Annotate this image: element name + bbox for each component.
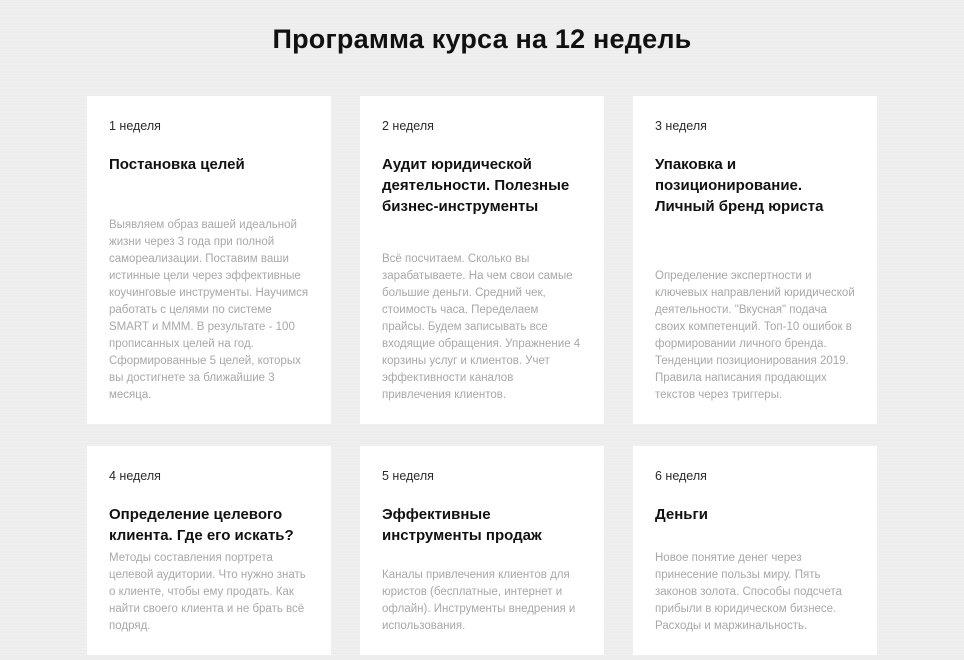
week-heading: Аудит юридической деятельности. Полезные бизнес-инструменты bbox=[382, 156, 570, 215]
week-description: Методы составления портрета целевой аудитории. Что нужно знать о клиенте, чтобы ему продать. Как найти своего клиента и не брать всё подряд. bbox=[109, 552, 306, 632]
week-cards-grid bbox=[87, 96, 877, 655]
week-label: 2 неделя bbox=[382, 119, 434, 133]
week-label: 1 неделя bbox=[109, 119, 161, 133]
week-card[interactable] bbox=[360, 96, 604, 424]
week-description: Новое понятие денег через принесение пользы миру. Пять законов золота. Способы подсчета прибыли в юридическом бизнесе. Расходы и маржинальность. bbox=[655, 552, 842, 632]
week-description: Всё посчитаем. Сколько вы зарабатываете. На чем свои самые большие деньги. Средний чек, стоимость часа. Переделаем прайсы. Будем записывать все входящие обращения. Упражнение 4 корзины услуг и клиентов. Учет эффективности каналов привлечения клиентов. bbox=[382, 253, 581, 401]
week-card[interactable] bbox=[87, 96, 331, 424]
week-description: Каналы привлечения клиентов для юристов (бесплатные, интернет и офлайн). Инструменты внедрения и использования. bbox=[382, 569, 576, 632]
week-label: 4 неделя bbox=[109, 469, 161, 483]
week-card[interactable] bbox=[87, 446, 331, 655]
week-heading: Эффективные инструменты продаж bbox=[382, 506, 542, 544]
page-title: Программа курса на 12 недель bbox=[272, 24, 692, 54]
week-card[interactable] bbox=[633, 96, 877, 424]
week-card[interactable] bbox=[633, 446, 877, 655]
week-label: 6 неделя bbox=[655, 469, 707, 483]
week-heading: Деньги bbox=[655, 506, 708, 523]
week-label: 5 неделя bbox=[382, 469, 434, 483]
week-description: Выявляем образ вашей идеальной жизни через 3 года при полной самореализации. Поставим ваши истинные цели через эффективные коучинговые инструменты. Научимся работать с целями по системе SMART и MMM. В результате - 100 прописанных целей на год. Сформированные 5 целей, которых вы достигнете за ближайшие 3 месяца. bbox=[109, 219, 309, 401]
week-label: 3 неделя bbox=[655, 119, 707, 133]
week-heading: Определение целевого клиента. Где его искать? bbox=[109, 506, 294, 544]
week-description: Определение экспертности и ключевых направлений юридической деятельности. "Вкусная" подача своих компетенций. Топ-10 ошибок в формировании личного бренда. Тенденции позиционирования 2019. Правила написания продающих текстов через триггеры. bbox=[655, 270, 855, 401]
week-heading: Упаковка и позиционирование. Личный бренд юриста bbox=[655, 156, 824, 215]
week-card[interactable] bbox=[360, 446, 604, 655]
week-heading: Постановка целей bbox=[109, 156, 245, 173]
